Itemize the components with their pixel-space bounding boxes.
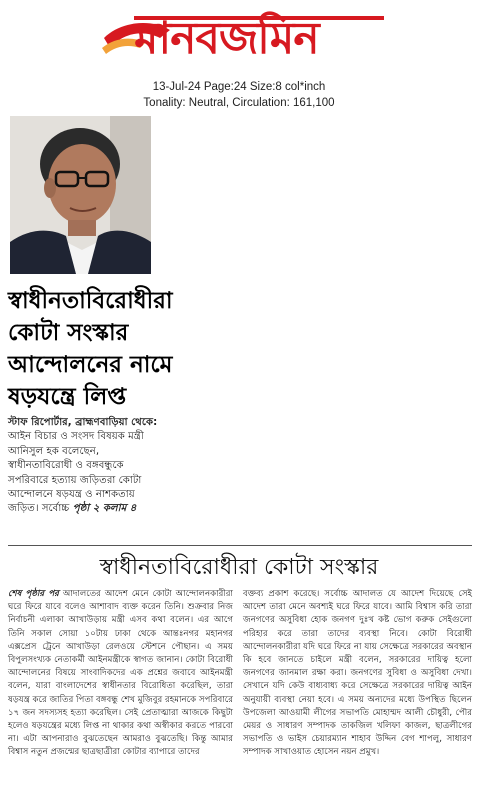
masthead-title: মানবজমিন	[134, 13, 319, 64]
continued-reference: পৃষ্ঠা ২ কলাম ৪	[72, 503, 137, 515]
body-column-left	[8, 588, 233, 760]
headline-line: স্বাধীনতাবিরোধীরা	[8, 287, 173, 314]
lead-text: আইন বিচার ও সংসদ বিষয়ক মন্ত্রী আনিসুল হক বলেছেন, স্বাধীনতাবিরোধী ও বঙ্গবন্ধুকে সপরিবারে হত্যায় জড়িতরা কোটা আন্দোলনে ষড়যন্ত্র ও নাশকতায় জড়িত। সর্বোচ্চ	[8, 431, 144, 515]
portrait-photo	[10, 116, 151, 274]
continuation-headline: স্বাধীনতাবিরোধীরা কোটা সংস্কার	[99, 555, 379, 580]
clip-meta-line1: 13-Jul-24 Page:24 Size:8 col*inch	[152, 81, 326, 93]
headline-line: কোটা সংস্কার	[8, 319, 129, 346]
body-text-right: বক্তব্য প্রকাশ করেছে। সর্বোচ্চ আদালত যে আদেশ দিয়েছে সেই আদেশ তারা মেনে অবশ্যই ঘরে ফিরে যাবে। আমি বিশ্বাস করি তারা জনগণের অসুবিধা হোক জনগণ দুঃখ কষ্ট ভোগ করুক সেইগুলো পরিহার করে তারা তাদের ব্যবস্থা নিবে। কোটা বিরোধী আন্দোলনকারীরা যদি ঘরে ফিরে না যায় সেক্ষেত্রে সরকারের অবস্থান কি হবে জানতে চাইলে মন্ত্রী বলেন, সরকারের দায়িত্ব হলো জনগণের জানমাল রক্ষা করা। জনগণের সুবিধা ও অসুবিধা দেখা। সেখানে যদি কেউ বাধ্যবাধ্য করে সেক্ষেত্রে সরকারের দায়িত্ব আইন অনুযায়ী ব্যবস্থা নেয়া হবে। এ সময় অন্যদের মধ্যে উপস্থিত ছিলেন উপজেলা আওয়ামী লীগের সভাপতি মোহাম্মদ আলী চৌধুরী, পৌর মেয়র ও সাধারণ সম্পাদক তাকজিল খলিফা কাজল, ছাত্রলীগের সভাপতি ও ভাইস চেয়ারম্যান শাহাব উদ্দিন বেগ শাপলু, সাধারণ সম্পাদক সাখাওয়াত হোসেন নয়ন প্রমুখ।	[243, 589, 472, 758]
continued-from-label: শেষ পৃষ্ঠার পর	[8, 589, 59, 599]
headline-line: আন্দোলনের নামে	[8, 351, 173, 378]
clip-meta-line2: Tonality: Neutral, Circulation: 161,100	[143, 97, 335, 109]
body-column-right	[243, 588, 472, 760]
divider	[8, 545, 472, 546]
headline-line: ষড়যন্ত্রে লিপ্ত	[8, 383, 127, 410]
body-text-left: আদালতের আদেশ মেনে কোটা আন্দোলনকারীরা ঘরে ফিরে যাবে বলেও আশাবাদ ব্যক্ত করেন তিনি। শুক্রবার নিজ নির্বাচনী এলাকা আখাউড়ায় মন্ত্রী এসব কথা বলেন। এর আগে তিনি সকাল সোয়া ১০টায় ঢাকা থেকে আন্তঃনগর মহানগর এক্সপ্রেস ট্রেনে আখাউড়া রেলওয়ে স্টেশনে পৌছান। এ সময় বিপুলসংখ্যক নেতাকর্মী আইনমন্ত্রীকে স্বাগত জানান। কোটা বিরোধী আন্দোলনের বিষয়ে সাংবাদিকদের এক প্রশ্নের জবাবে আইনমন্ত্রী বলেন, যারা বাংলাদেশের স্বাধীনতার বিরোধিতা করেছিল, তারা ষড়যন্ত্র করে জাতির পিতা বঙ্গবন্ধু শেখ মুজিবুর রহমানকে সপরিবারে ১৭ জন সদস্যসহ হত্যা করেছিল। সেই প্রেতাত্মারা আজকে কিছুটা হলেও ষড়যন্ত্রের মধ্যে লিপ্ত না থাকার কথা অস্বীকার করতে পারবো না। এটা আপনারাও বুঝতেছেন আমরাও বুঝতেছি। কিন্তু আমার বিশ্বাস নতুন প্রজন্মের ছাত্রছাত্রীরা কোটার ব্যাপারে তাদের	[8, 589, 233, 758]
main-headline	[8, 285, 173, 413]
byline: স্টাফ রিপোর্টার, ব্রাহ্মণবাড়িয়া থেকে:	[8, 417, 158, 428]
lead-paragraph	[8, 416, 158, 517]
newspaper-masthead	[100, 8, 390, 74]
